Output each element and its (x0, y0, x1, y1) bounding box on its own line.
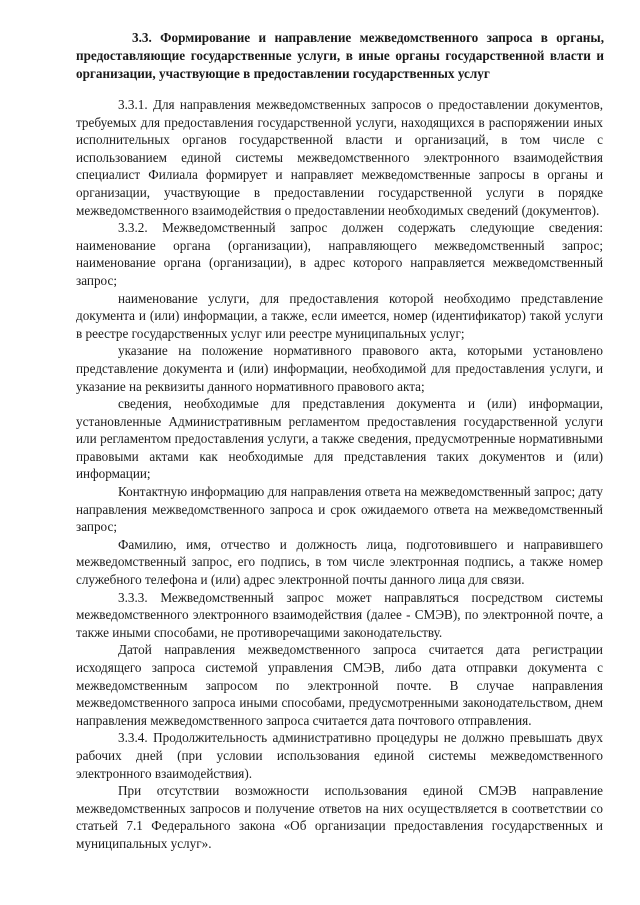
paragraph-service-name: наименование услуги, для предоставления которой необходимо представление документа и (или) информации, а также, если имеется, номер (идентификатор) такой услуги в реестре государственных услуг или реестре муниципальных услуг; (76, 290, 603, 341)
paragraph-contact-info: Контактную информацию для направления ответа на межведомственный запрос; дату направления межведомственного запроса и срок ожидаемого ответа на межведомственный запрос; (76, 484, 603, 535)
paragraph-signatory: Фамилию, имя, отчество и должность лица, подготовившего и направившего межведомственный запрос, его подпись, в том числе электронная подпись, а также номер служебного телефона и (или) адрес электронной почты данного лица для связи. (76, 536, 603, 588)
paragraph-3-3-4: 3.3.4. Продолжительность административно процедуры не должно превышать двух рабочих дней (при условии использования единой системы межведомственного электронного взаимодействия). (76, 730, 603, 781)
section-body (76, 96, 603, 853)
paragraph-no-smev: При отсутствии возможности использования единой СМЭВ направление межведомственных запросов и получение ответов на них осуществляется в соответствии со статьей 7.1 Федерального закона «Об организации предоставления государственных и муниципальных услуг». (76, 783, 603, 851)
paragraph-request-date: Датой направления межведомственного запроса считается дата регистрации исходящего запроса системой управления СМЭВ, либо дата отправки документа с межведомственным запросом по электронной почте. В случае направления межведомственного запроса иными способами, предусмотренными законодательством, днем направления межведомственного запроса считается дата почтового отправления. (76, 642, 603, 728)
section-heading: 3.3. Формирование и направление межведомственного запроса в органы, предоставляющие государственные услуги, в иные органы государственной власти и организации, участвующие в предоставлении государственных услуг (76, 30, 604, 81)
paragraph-3-3-3: 3.3.3. Межведомственный запрос может направляться посредством системы межведомственного электронного взаимодействия (далее - СМЭВ), по электронной почте, а также иными способами, не противоречащими законодательству. (76, 589, 603, 640)
paragraph-required-info: сведения, необходимые для представления документа и (или) информации, установленные Административным регламентом предоставления государственной услуги или регламентом предоставления услуги, а также сведения, предусмотренные нормативными правовыми актами как необходимые для представления таких документов и (или) информации; (76, 396, 603, 482)
paragraph-3-3-2: 3.3.2. Межведомственный запрос должен содержать следующие сведения: наименование органа (организации), направляющего межведомственный запрос; наименование органа (организации), в адрес которого направляется межведомственный запрос; (76, 220, 603, 288)
paragraph-legal-act: указание на положение нормативного правового акта, которыми установлено представление документа и (или) информации, необходимой для предоставления услуги, и указание на реквизиты данного нормативного правового акта; (76, 343, 603, 394)
paragraph-3-3-1: 3.3.1. Для направления межведомственных запросов о предоставлении документов, требуемых для предоставления государственной услуги, находящихся в распоряжении иных исполнительных органов государственной власти и организаций, в том числе с использованием единой системы межведомственного электронного взаимодействия специалист Филиала формирует и направляет межведомственные запросы в органы и организации, участвующие в предоставлении государственной услуги в порядке межведомственного взаимодействия о предоставлении необходимых сведений (документов). (76, 97, 603, 218)
